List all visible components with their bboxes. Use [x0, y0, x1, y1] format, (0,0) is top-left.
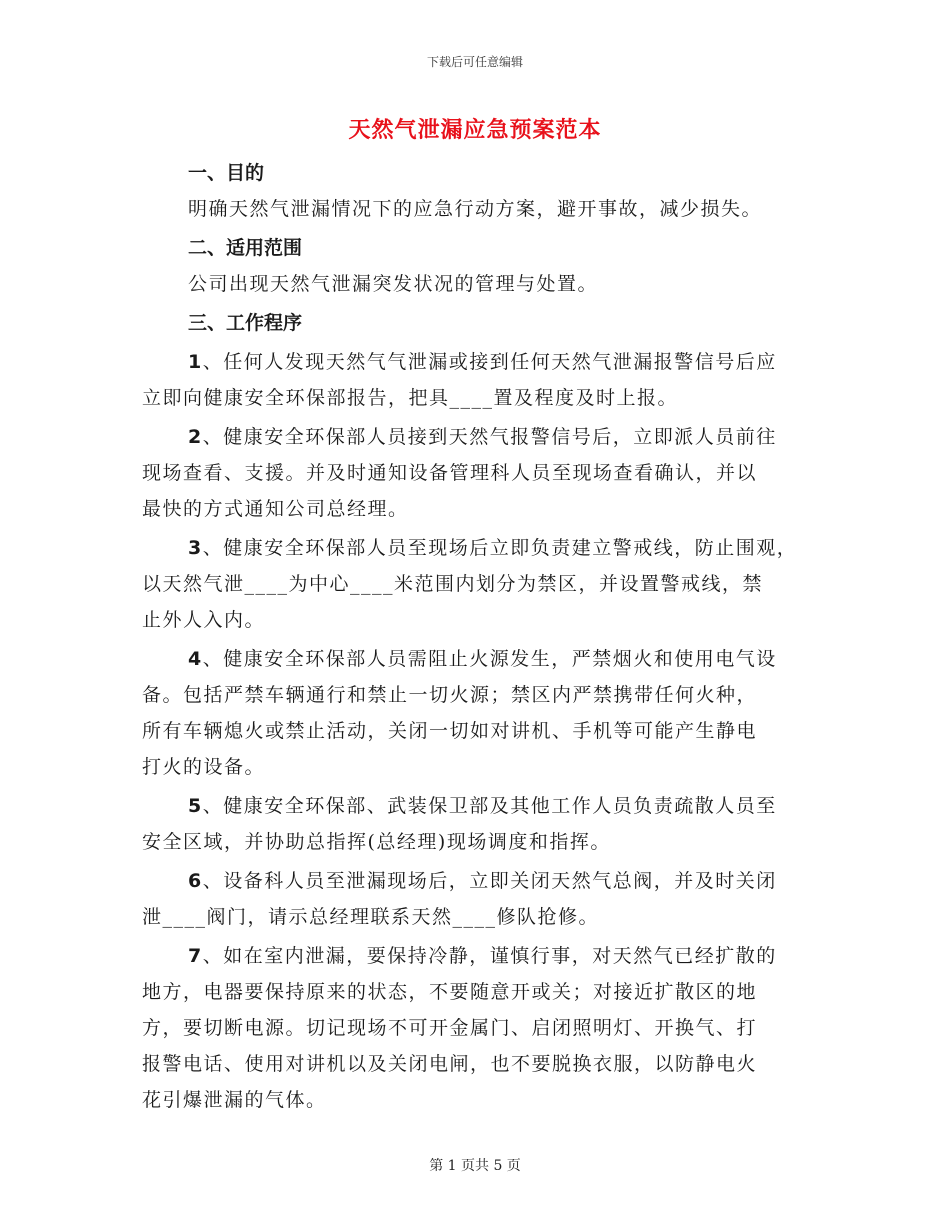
procedure-text: 所有车辆熄火或禁止活动，关闭一切如对讲机、手机等可能产生静电 — [142, 720, 758, 742]
procedure-text: 最快的方式通知公司总经理。 — [142, 498, 409, 520]
procedure-text: 地方，电器要保持原来的状态，不要随意开或关；对接近扩散区的地 — [142, 981, 758, 1003]
procedure-text: 花引爆泄漏的气体。 — [142, 1089, 327, 1111]
procedure-line — [142, 530, 812, 566]
procedure-number: 3 — [188, 537, 203, 559]
procedure-line — [142, 455, 812, 491]
procedure-number: 2 — [188, 426, 203, 448]
procedure-item — [142, 641, 812, 785]
procedure-line — [142, 677, 812, 713]
procedure-text: 以天然气泄____为中心____米范围内划分为禁区，并设置警戒线，禁 — [142, 573, 764, 595]
procedure-line — [142, 824, 812, 860]
procedure-text: 现场查看、支援。并及时通知设备管理科人员至现场查看确认，并以 — [142, 462, 758, 484]
header-note: 下载后可任意编辑 — [426, 55, 523, 69]
procedure-text: 、健康安全环保部人员需阻止火源发生，严禁烟火和使用电气设 — [202, 648, 777, 670]
procedure-number: 6 — [188, 870, 203, 892]
procedure-line — [142, 899, 812, 935]
document-title: 天然气泄漏应急预案范本 — [348, 118, 602, 143]
procedure-item — [142, 788, 812, 860]
procedure-line — [142, 938, 812, 974]
procedure-number: 7 — [188, 945, 203, 967]
procedure-number: 1 — [188, 351, 203, 373]
procedure-item — [142, 530, 812, 638]
procedure-line — [142, 1046, 812, 1082]
procedure-item — [142, 419, 812, 527]
procedure-text: 、如在室内泄漏，要保持冷静，谨慎行事，对天然气已经扩散的 — [202, 945, 777, 967]
procedure-line — [142, 974, 812, 1010]
procedure-number: 4 — [188, 648, 203, 670]
procedure-text: 安全区域，并协助总指挥(总经理)现场调度和指挥。 — [142, 831, 611, 853]
procedure-text: 打火的设备。 — [142, 756, 266, 778]
procedure-text: 、健康安全环保部、武装保卫部及其他工作人员负责疏散人员至 — [202, 795, 777, 817]
procedure-line — [142, 344, 812, 380]
procedure-item — [142, 863, 812, 935]
procedure-line — [142, 713, 812, 749]
procedure-text: 方，要切断电源。切记现场不可开金属门、启闭照明灯、开换气、打 — [142, 1017, 758, 1039]
section-heading-procedure: 三、工作程序 — [188, 312, 303, 334]
procedure-line — [142, 788, 812, 824]
procedure-text: 立即向健康安全环保部报告，把具____置及程度及时上报。 — [142, 387, 679, 409]
procedure-number: 5 — [188, 795, 203, 817]
page-footer: 第 1 页共 5 页 — [429, 1158, 521, 1174]
procedure-line — [142, 749, 812, 785]
procedure-text: 、设备科人员至泄漏现场后，立即关闭天然气总阀，并及时关闭 — [202, 870, 777, 892]
procedure-line — [142, 419, 812, 455]
procedure-item — [142, 938, 812, 1118]
procedure-line — [142, 491, 812, 527]
procedure-text: 、任何人发现天然气气泄漏或接到任何天然气泄漏报警信号后应 — [202, 351, 777, 373]
section-text-purpose: 明确天然气泄漏情况下的应急行动方案，避开事故，减少损失。 — [188, 198, 763, 220]
procedure-text: 、健康安全环保部人员至现场后立即负责建立警戒线，防止围观， — [202, 537, 798, 559]
procedure-line — [142, 566, 812, 602]
section-text-scope: 公司出现天然气泄漏突发状况的管理与处置。 — [188, 273, 599, 295]
procedure-text: 备。包括严禁车辆通行和禁止一切火源；禁区内严禁携带任何火种， — [142, 684, 758, 706]
procedure-items — [142, 344, 812, 1118]
procedure-line — [142, 380, 812, 416]
procedure-item — [142, 344, 812, 416]
procedure-text: 、健康安全环保部人员接到天然气报警信号后，立即派人员前往 — [202, 426, 777, 448]
section-heading-scope: 二、适用范围 — [188, 237, 303, 259]
document-body — [142, 155, 812, 1118]
procedure-text: 报警电话、使用对讲机以及关闭电闸，也不要脱换衣服，以防静电火 — [142, 1053, 758, 1075]
procedure-line — [142, 602, 812, 638]
section-heading-purpose: 一、目的 — [188, 162, 265, 184]
procedure-text: 泄____阀门，请示总经理联系天然____修队抢修。 — [142, 906, 600, 928]
procedure-line — [142, 1010, 812, 1046]
procedure-text: 止外人入内。 — [142, 609, 266, 631]
procedure-line — [142, 863, 812, 899]
procedure-line — [142, 641, 812, 677]
procedure-line — [142, 1082, 812, 1118]
